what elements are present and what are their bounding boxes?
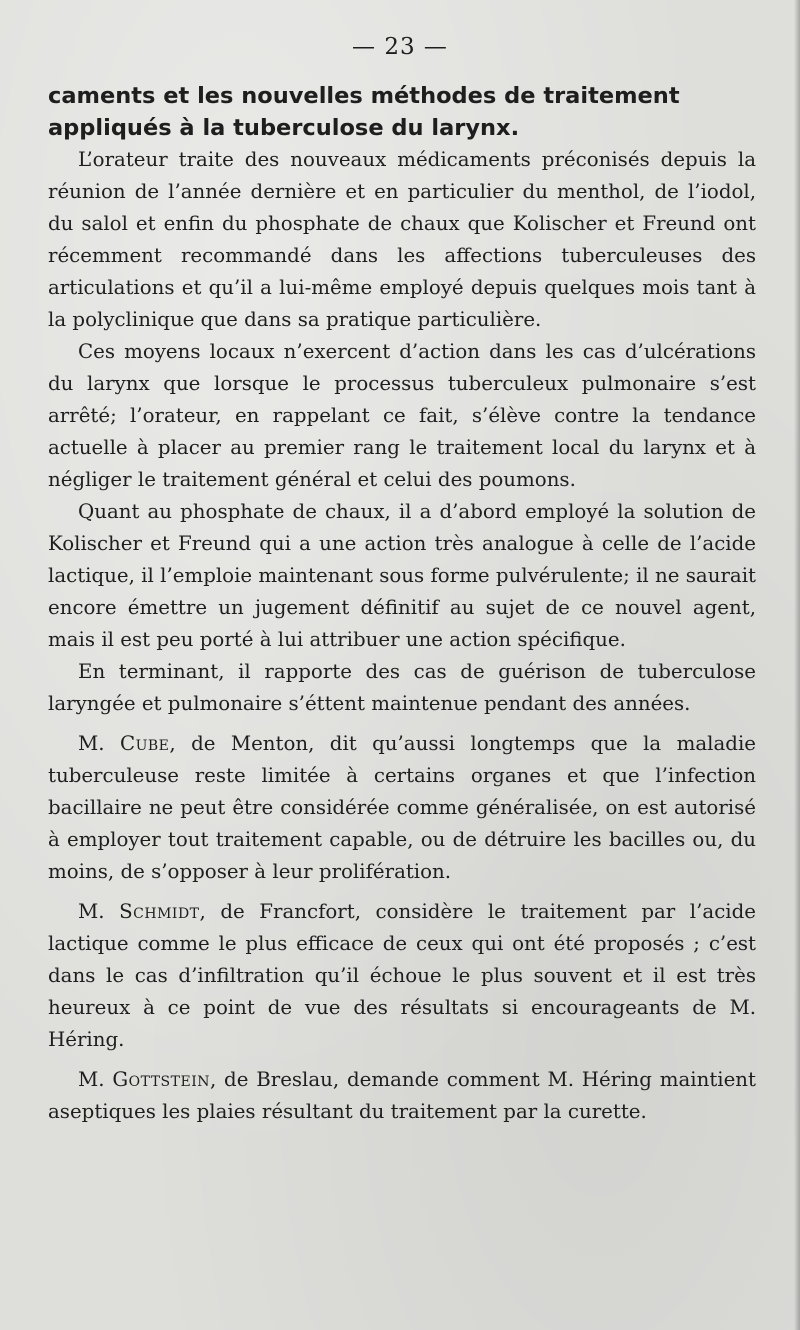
paragraph-6-text: , de Francfort, considère le traitement par l’acide lactique comme le plus efficace de ceux qui ont été proposés ; c’est dans le cas d’infiltration qu’il échoue le plus souvent et il est très heureux à ce point de vue des résultats si encourageants de M. Héring.	[48, 900, 756, 1051]
paragraph-2: Ces moyens locaux n’exercent d’action dans les cas d’ulcérations du larynx que lorsque le processus tuberculeux pulmonaire s’est arrêté; l’orateur, en rappelant ce fait, s’élève contre la tendance actuelle à placer au premier rang le traitement local du larynx et à négliger le traitement général et celui des poumons.	[48, 340, 756, 491]
paragraph-3: Quant au phosphate de chaux, il a d’abord employé la solution de Kolischer et Freund qui a une action très analogue à celle de l’acide lactique, il l’emploie maintenant sous forme pulvérulente; il ne saurait encore émettre un jugement définitif au sujet de ce nouvel agent, mais il est peu porté à lui attribuer une action spécifique.	[48, 500, 756, 651]
paragraph-5-text: , de Menton, dit qu’aussi longtemps que la maladie tuberculeuse reste limitée à certains organes et que l’infection bacillaire ne peut être considérée comme généralisée, on est autorisé à employer tout traitement capable, ou de détruire les bacilles ou, du moins, de s’opposer à leur prolifération.	[48, 732, 756, 883]
heading-line-1: caments et les nouvelles méthodes de traitement	[48, 83, 680, 109]
heading-line-2: appliqués à la tuberculose du larynx.	[48, 115, 520, 141]
speaker-name-cube: Cube	[119, 732, 170, 755]
speaker-name-schmidt: Schmidt	[119, 900, 200, 923]
page-edge-shadow	[794, 0, 800, 1330]
paragraph-5	[48, 728, 756, 888]
speaker-prefix: M.	[78, 1068, 113, 1091]
speaker-prefix: M.	[78, 900, 120, 923]
paragraph-7-text: , de Breslau, demande comment M. Héring maintient aseptiques les plaies résultant du traitement par la curette.	[48, 1068, 756, 1123]
section-heading-continuation	[48, 80, 756, 144]
paragraph-6	[48, 896, 756, 1056]
paragraph-1: L’orateur traite des nouveaux médicaments préconisés depuis la réunion de l’année dernière et en particulier du menthol, de l’iodol, du salol et enfin du phosphate de chaux que Kolischer et Freund ont récemment recommandé dans les affections tuberculeuses des articulations et qu’il a lui-même employé depuis quelques mois tant à la polyclinique que dans sa pratique particulière.	[48, 148, 756, 331]
paragraph-7	[48, 1064, 756, 1128]
page-number: — 23 —	[352, 34, 448, 60]
speaker-prefix: M.	[78, 732, 120, 755]
speaker-name-gottstein: Gottstein	[112, 1068, 210, 1091]
paragraph-4: En terminant, il rapporte des cas de guérison de tuberculose laryngée et pulmonaire s’éttent maintenue pendant des années.	[48, 660, 756, 715]
body-text	[48, 80, 756, 1128]
